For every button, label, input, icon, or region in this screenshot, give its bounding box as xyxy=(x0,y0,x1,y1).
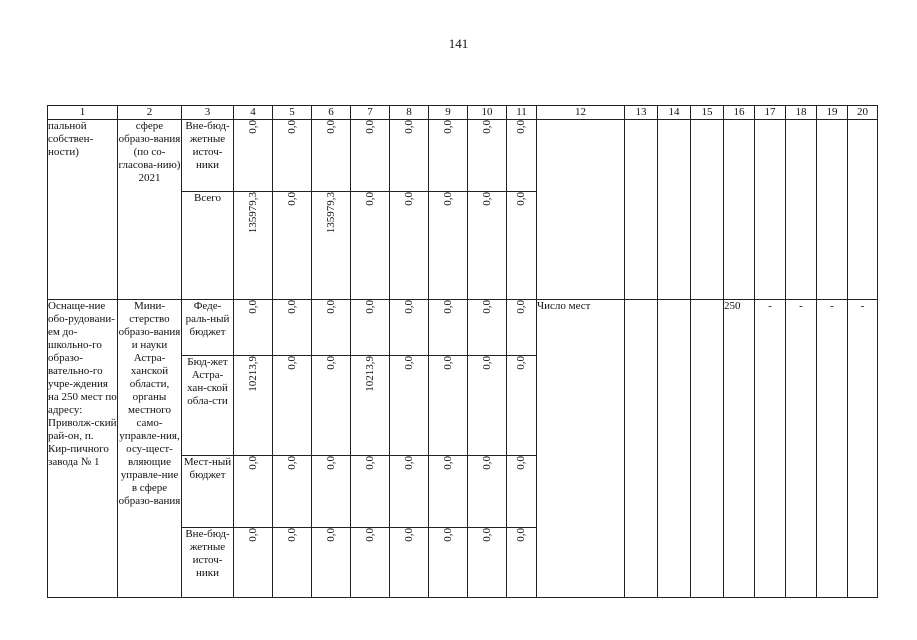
value-cell: 0,0 xyxy=(480,300,493,314)
value-cell: 0,0 xyxy=(515,192,527,206)
value-cell: 0,0 xyxy=(363,456,376,470)
value-cell: 0,0 xyxy=(285,528,298,542)
col-header: 5 xyxy=(273,106,312,120)
budget-table xyxy=(47,105,878,598)
col-header: 4 xyxy=(234,106,273,120)
dash-cell: - xyxy=(755,300,786,598)
value-cell: 0,0 xyxy=(363,120,376,134)
value-cell: 0,0 xyxy=(515,356,527,370)
table-row xyxy=(48,120,878,192)
col-header: 13 xyxy=(625,106,658,120)
value-cell: 0,0 xyxy=(324,528,337,542)
indicator-cell: Число мест xyxy=(537,300,625,598)
value-cell: 0,0 xyxy=(480,192,493,206)
col-header: 6 xyxy=(312,106,351,120)
value-cell: 0,0 xyxy=(285,300,298,314)
value-cell: 0,0 xyxy=(246,300,259,314)
value-cell: 0,0 xyxy=(324,356,337,370)
value-cell: 0,0 xyxy=(363,300,376,314)
value-cell: 0,0 xyxy=(285,456,298,470)
value-cell: 0,0 xyxy=(324,456,337,470)
value-cell: 0,0 xyxy=(402,300,415,314)
value-cell: 0,0 xyxy=(363,192,376,206)
col-header: 14 xyxy=(658,106,691,120)
value-cell: 0,0 xyxy=(324,300,337,314)
source-cell: Феде-раль-ный бюджет xyxy=(182,300,234,356)
event-name-cell: пальной собствен-ности) xyxy=(48,120,118,300)
value-cell: 135979,3 xyxy=(246,192,259,234)
dash-cell: - xyxy=(786,300,817,598)
value-cell: 0,0 xyxy=(441,300,454,314)
col-header: 18 xyxy=(786,106,817,120)
value-cell: 0,0 xyxy=(324,120,337,134)
col-header: 9 xyxy=(429,106,468,120)
value-cell: 0,0 xyxy=(402,192,415,206)
col-header: 20 xyxy=(848,106,878,120)
value-cell: 0,0 xyxy=(285,120,298,134)
dash-cell: - xyxy=(817,300,848,598)
col-header: 3 xyxy=(182,106,234,120)
value-cell: 0,0 xyxy=(246,120,259,134)
value-cell: 0,0 xyxy=(515,120,527,134)
executor-cell: Мини-стерство образо-вания и науки Астра-ханской области, органы местного само-управле-ния, осу-щест-вляющие управле-ние в сфере образо-вания xyxy=(118,300,182,598)
value-cell: 0,0 xyxy=(246,528,259,542)
indicator-cell xyxy=(537,120,625,300)
col-header: 19 xyxy=(817,106,848,120)
col-header: 8 xyxy=(390,106,429,120)
value-cell: 0,0 xyxy=(441,192,454,206)
value-cell: 0,0 xyxy=(441,120,454,134)
value-cell: 10213,9 xyxy=(246,356,259,392)
page-number: 141 xyxy=(448,36,469,51)
header-row xyxy=(48,106,878,120)
value-cell: 0,0 xyxy=(480,456,493,470)
value-cell: 10213,9 xyxy=(363,356,376,392)
col-header: 1 xyxy=(48,106,118,120)
value-cell: 0,0 xyxy=(402,456,415,470)
value-cell: 0,0 xyxy=(441,528,454,542)
col-header: 12 xyxy=(537,106,625,120)
executor-cell: сфере образо-вания (по со-гласова-нию) 2021 xyxy=(118,120,182,300)
value-cell: 135979,3 xyxy=(324,192,337,234)
source-cell: Всего xyxy=(182,192,234,300)
col-header: 16 xyxy=(724,106,755,120)
col-header: 7 xyxy=(351,106,390,120)
col-header: 15 xyxy=(691,106,724,120)
value-cell: 0,0 xyxy=(246,456,259,470)
value-cell: 0,0 xyxy=(402,356,415,370)
col-header: 10 xyxy=(468,106,507,120)
dash-cell: - xyxy=(848,300,878,598)
value-cell: 0,0 xyxy=(363,528,376,542)
col-header: 17 xyxy=(755,106,786,120)
value-cell: 0,0 xyxy=(515,300,527,314)
value-cell: 0,0 xyxy=(402,120,415,134)
value-cell: 0,0 xyxy=(285,192,298,206)
value-cell: 0,0 xyxy=(515,456,527,470)
source-cell: Мест-ный бюджет xyxy=(182,456,234,528)
value-cell: 0,0 xyxy=(480,356,493,370)
value-cell: 0,0 xyxy=(285,356,298,370)
value-cell: 0,0 xyxy=(441,356,454,370)
value-cell: 0,0 xyxy=(402,528,415,542)
value-cell: 0,0 xyxy=(441,456,454,470)
value-cell: 0,0 xyxy=(515,528,527,542)
event-name-cell: Оснаще-ние обо-рудовани-ем до-школьно-го образо-вательно-го учре-ждения на 250 мест по адресу: Приволж-ский рай-он, п. Кир-пичного завода № 1 xyxy=(48,300,118,598)
value-cell: 0,0 xyxy=(480,120,493,134)
planned-value-cell: 250 xyxy=(724,300,755,598)
col-header: 11 xyxy=(507,106,537,120)
value-cell: 0,0 xyxy=(480,528,493,542)
source-cell: Вне-бюд-жетные источ-ники xyxy=(182,120,234,192)
col-header: 2 xyxy=(118,106,182,120)
source-cell: Вне-бюд-жетные источ-ники xyxy=(182,528,234,598)
table-row xyxy=(48,300,878,356)
source-cell: Бюд-жет Астра-хан-ской обла-сти xyxy=(182,356,234,456)
